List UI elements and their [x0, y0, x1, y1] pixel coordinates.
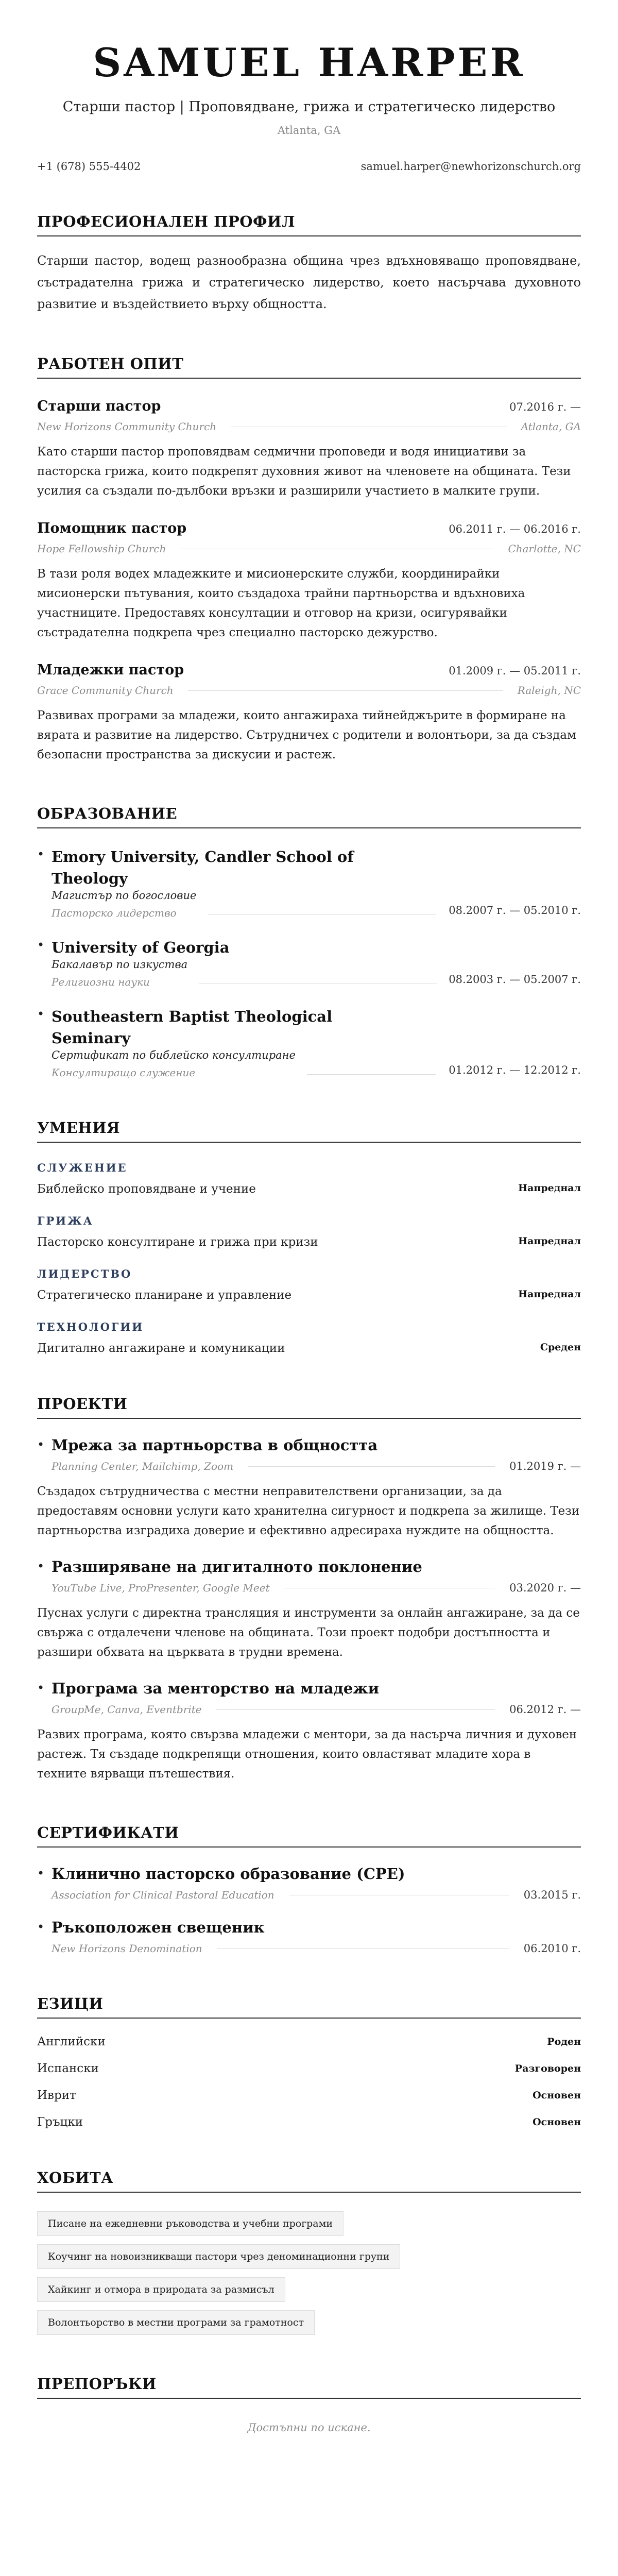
section-title-education: ОБРАЗОВАНИЕ — [37, 805, 581, 828]
hobby-chip: Волонтьорство в местни програми за грамотност — [37, 2310, 315, 2335]
section-title-references: ПРЕПОРЪКИ — [37, 2375, 581, 2399]
project-tools: YouTube Live, ProPresenter, Google Meet — [52, 1581, 270, 1594]
project-dates: 03.2020 г. — — [509, 1581, 581, 1594]
bullet-icon: • — [37, 846, 45, 861]
bullet-icon: • — [37, 1437, 45, 1452]
language-level: Разговорен — [514, 2062, 581, 2074]
job-location: Raleigh, NC — [517, 684, 581, 697]
certification-title: Клинично пасторско образование (CPE) — [52, 1865, 405, 1883]
hobby-chip: Писане на ежедневни ръководства и учебни програми — [37, 2211, 344, 2236]
education-entry — [37, 1006, 581, 1079]
bullet-icon: • — [37, 1680, 45, 1695]
divider — [180, 548, 493, 549]
job-entry — [37, 662, 581, 765]
job-location: Charlotte, NC — [508, 542, 581, 555]
job-organization: Hope Fellowship Church — [37, 542, 166, 555]
job-organization: New Horizons Community Church — [37, 420, 217, 433]
divider — [217, 1948, 509, 1949]
language-name: Английски — [37, 2035, 106, 2048]
skill-row — [37, 1235, 581, 1249]
certification-issuer: New Horizons Denomination — [52, 1942, 202, 1955]
language-row — [37, 2062, 581, 2075]
language-row — [37, 2035, 581, 2048]
job-description: В тази роля водех младежките и мисионерските служби, координирайки мисионерски пътувания, които създадоха трайни партньорства и вдъхновиха участниците. Предоставях консултации и отговор на кризи, осигурявайки състрадателна подкрепа чрез специално пасторско дежурство. — [37, 567, 525, 639]
project-description: Развих програма, която свързва младежи с ментори, за да насърча личния и духовен растеж. Тя създаде подкрепящи отношения, които овластяват младите хора в техните вярващи пътешествия. — [37, 1727, 577, 1781]
section-title-certifications: СЕРТИФИКАТИ — [37, 1824, 581, 1848]
skill-name: Библейско проповядване и учение — [37, 1182, 256, 1196]
section-title-languages: ЕЗИЦИ — [37, 1995, 581, 2019]
section-title-experience: РАБОТЕН ОПИТ — [37, 355, 581, 379]
location: Atlanta, GA — [277, 124, 341, 137]
divider — [208, 914, 436, 915]
hobby-chip: Коучинг на новоизникващи пастори чрез деноминационни групи — [37, 2244, 400, 2269]
bullet-icon: • — [37, 1866, 45, 1880]
job-description: Развивах програми за младежи, които ангажираха тийнейджърите в формиране на вярата и развитие на лидерство. Сътрудничех с родители и волонтьори, за да създам безопасни пространства за дискусии и растеж. — [37, 708, 576, 761]
degree: Магистър по богословие — [52, 889, 197, 902]
job-entry — [37, 520, 581, 642]
project-tools: Planning Center, Mailchimp, Zoom — [52, 1460, 234, 1472]
language-name: Иврит — [37, 2088, 76, 2102]
languages-list — [37, 2035, 581, 2129]
divider — [284, 1587, 495, 1588]
project-entry — [37, 1680, 581, 1784]
education-entry — [37, 937, 581, 988]
divider — [307, 1074, 436, 1075]
skill-level: Напреднал — [518, 1182, 581, 1194]
job-dates: 07.2016 г. — — [509, 400, 581, 413]
section-title-skills: УМЕНИЯ — [37, 1119, 581, 1143]
phone: +1 (678) 555-4402 — [37, 160, 141, 173]
education-dates: 08.2007 г. — 05.2010 г. — [449, 904, 581, 917]
email: samuel.harper@newhorizonschurch.org — [360, 160, 581, 173]
skill-row — [37, 1342, 581, 1355]
degree: Сертификат по библейско консултиране — [52, 1048, 296, 1061]
project-description: Пуснах услуги с директна трансляция и инструменти за онлайн ангажиране, за да се свържа с отдалечени членове на общината. Този проект подобри достъпността и разшири обхвата на църквата в трудни времена. — [37, 1606, 580, 1659]
certification-issuer: Association for Clinical Pastoral Education — [52, 1888, 274, 1901]
field-of-study: Пасторско лидерство — [52, 906, 177, 919]
skill-name: Пасторско консултиране и грижа при кризи — [37, 1235, 318, 1249]
contact-row — [37, 160, 581, 173]
job-location: Atlanta, GA — [521, 420, 581, 433]
divider — [231, 426, 506, 427]
education-dates: 08.2003 г. — 05.2007 г. — [449, 973, 581, 986]
language-level: Роден — [547, 2036, 581, 2047]
project-title: Програма за менторство на младежи — [52, 1679, 380, 1697]
headline: Старши пастор | Проповядване, грижа и стратегическо лидерство — [62, 98, 556, 115]
skill-row — [37, 1182, 581, 1196]
job-title: Младежки пастор — [37, 662, 184, 678]
job-title: Помощник пастор — [37, 520, 187, 536]
skill-name: Дигитално ангажиране и комуникации — [37, 1341, 285, 1355]
skill-row — [37, 1289, 581, 1302]
skill-name: Стратегическо планиране и управление — [37, 1288, 292, 1302]
language-row — [37, 2089, 581, 2102]
job-title: Старши пастор — [37, 398, 161, 414]
certification-date: 06.2010 г. — [523, 1942, 581, 1955]
field-of-study: Консултиращо служение — [52, 1066, 196, 1079]
education-dates: 01.2012 г. — 12.2012 г. — [449, 1063, 581, 1076]
hobbies-list — [37, 2203, 581, 2335]
project-dates: 01.2019 г. — — [509, 1460, 581, 1472]
section-title-hobbies: ХОБИТА — [37, 2169, 581, 2193]
language-level: Основен — [533, 2089, 581, 2101]
job-organization: Grace Community Church — [37, 684, 174, 697]
certification-entry — [37, 1919, 581, 1955]
skill-level: Напреднал — [518, 1235, 581, 1247]
certification-date: 03.2015 г. — [523, 1888, 581, 1901]
school-name: Southeastern Baptist Theological Seminary — [52, 1007, 333, 1047]
skill-category: ТЕХНОЛОГИИ — [37, 1320, 144, 1333]
job-description: Като старши пастор проповядвам седмични проповеди и водя инициативи за пасторска грижа, които подкрепят духовния живот на членовете на общината. Тези усилия са създали по-дълбоки връзки и разширили участието в малките групи. — [37, 445, 571, 498]
candidate-name: SAMUEL HARPER — [93, 40, 525, 86]
bullet-icon: • — [37, 1919, 45, 1934]
language-level: Основен — [533, 2116, 581, 2128]
skill-level: Напреднал — [518, 1288, 581, 1300]
divider — [289, 1894, 509, 1895]
skill-category: ЛИДЕРСТВО — [37, 1267, 132, 1280]
project-title: Разширяване на дигиталното поклонение — [52, 1557, 422, 1575]
project-dates: 06.2012 г. — — [509, 1703, 581, 1716]
project-description: Създадох сътрудничества с местни неправителствени организации, за да предоставям основни услуги като хранителна сигурност и подкрепа за жилище. Тези партньорства изградиха доверие и ефективно адресираха нуждите на общността. — [37, 1484, 580, 1537]
skill-category: ГРИЖА — [37, 1214, 94, 1227]
project-title: Мрежа за партньорства в общността — [52, 1436, 378, 1454]
skill-category: СЛУЖЕНИЕ — [37, 1161, 128, 1174]
job-dates: 01.2009 г. — 05.2011 г. — [449, 664, 581, 677]
skill-level: Среден — [540, 1341, 581, 1353]
field-of-study: Религиозни науки — [52, 975, 150, 988]
bullet-icon: • — [37, 1558, 45, 1573]
degree: Бакалавър по изкуства — [52, 958, 188, 971]
school-name: Emory University, Candler School of Theology — [52, 848, 354, 887]
project-tools: GroupMe, Canva, Eventbrite — [52, 1703, 202, 1716]
hobby-chip: Хайкинг и отмора в природата за размисъл — [37, 2277, 285, 2302]
divider — [248, 1466, 495, 1467]
bullet-icon: • — [37, 1006, 45, 1021]
divider — [216, 1709, 495, 1710]
bullet-icon: • — [37, 937, 45, 952]
language-name: Гръцки — [37, 2115, 83, 2129]
section-title-profile: ПРОФЕСИОНАЛЕН ПРОФИЛ — [37, 213, 581, 236]
divider — [188, 690, 503, 691]
project-entry — [37, 1558, 581, 1662]
section-title-projects: ПРОЕКТИ — [37, 1395, 581, 1419]
school-name: University of Georgia — [52, 938, 230, 956]
language-name: Испански — [37, 2061, 99, 2075]
certification-title: Ръкоположен свещеник — [52, 1918, 265, 1936]
references-text: Достъпни по искане. — [247, 2421, 371, 2434]
job-dates: 06.2011 г. — 06.2016 г. — [449, 522, 581, 535]
certification-entry — [37, 1865, 581, 1901]
project-entry — [37, 1436, 581, 1540]
education-entry — [37, 846, 581, 919]
job-entry — [37, 398, 581, 501]
profile-text: Старши пастор, водещ разнообразна община чрез вдъхновяващо проповядване, състрадателна грижа и стратегическо лидерство, което насърчава духовното развитие и въздействието върху общността. — [37, 253, 581, 311]
language-row — [37, 2115, 581, 2129]
